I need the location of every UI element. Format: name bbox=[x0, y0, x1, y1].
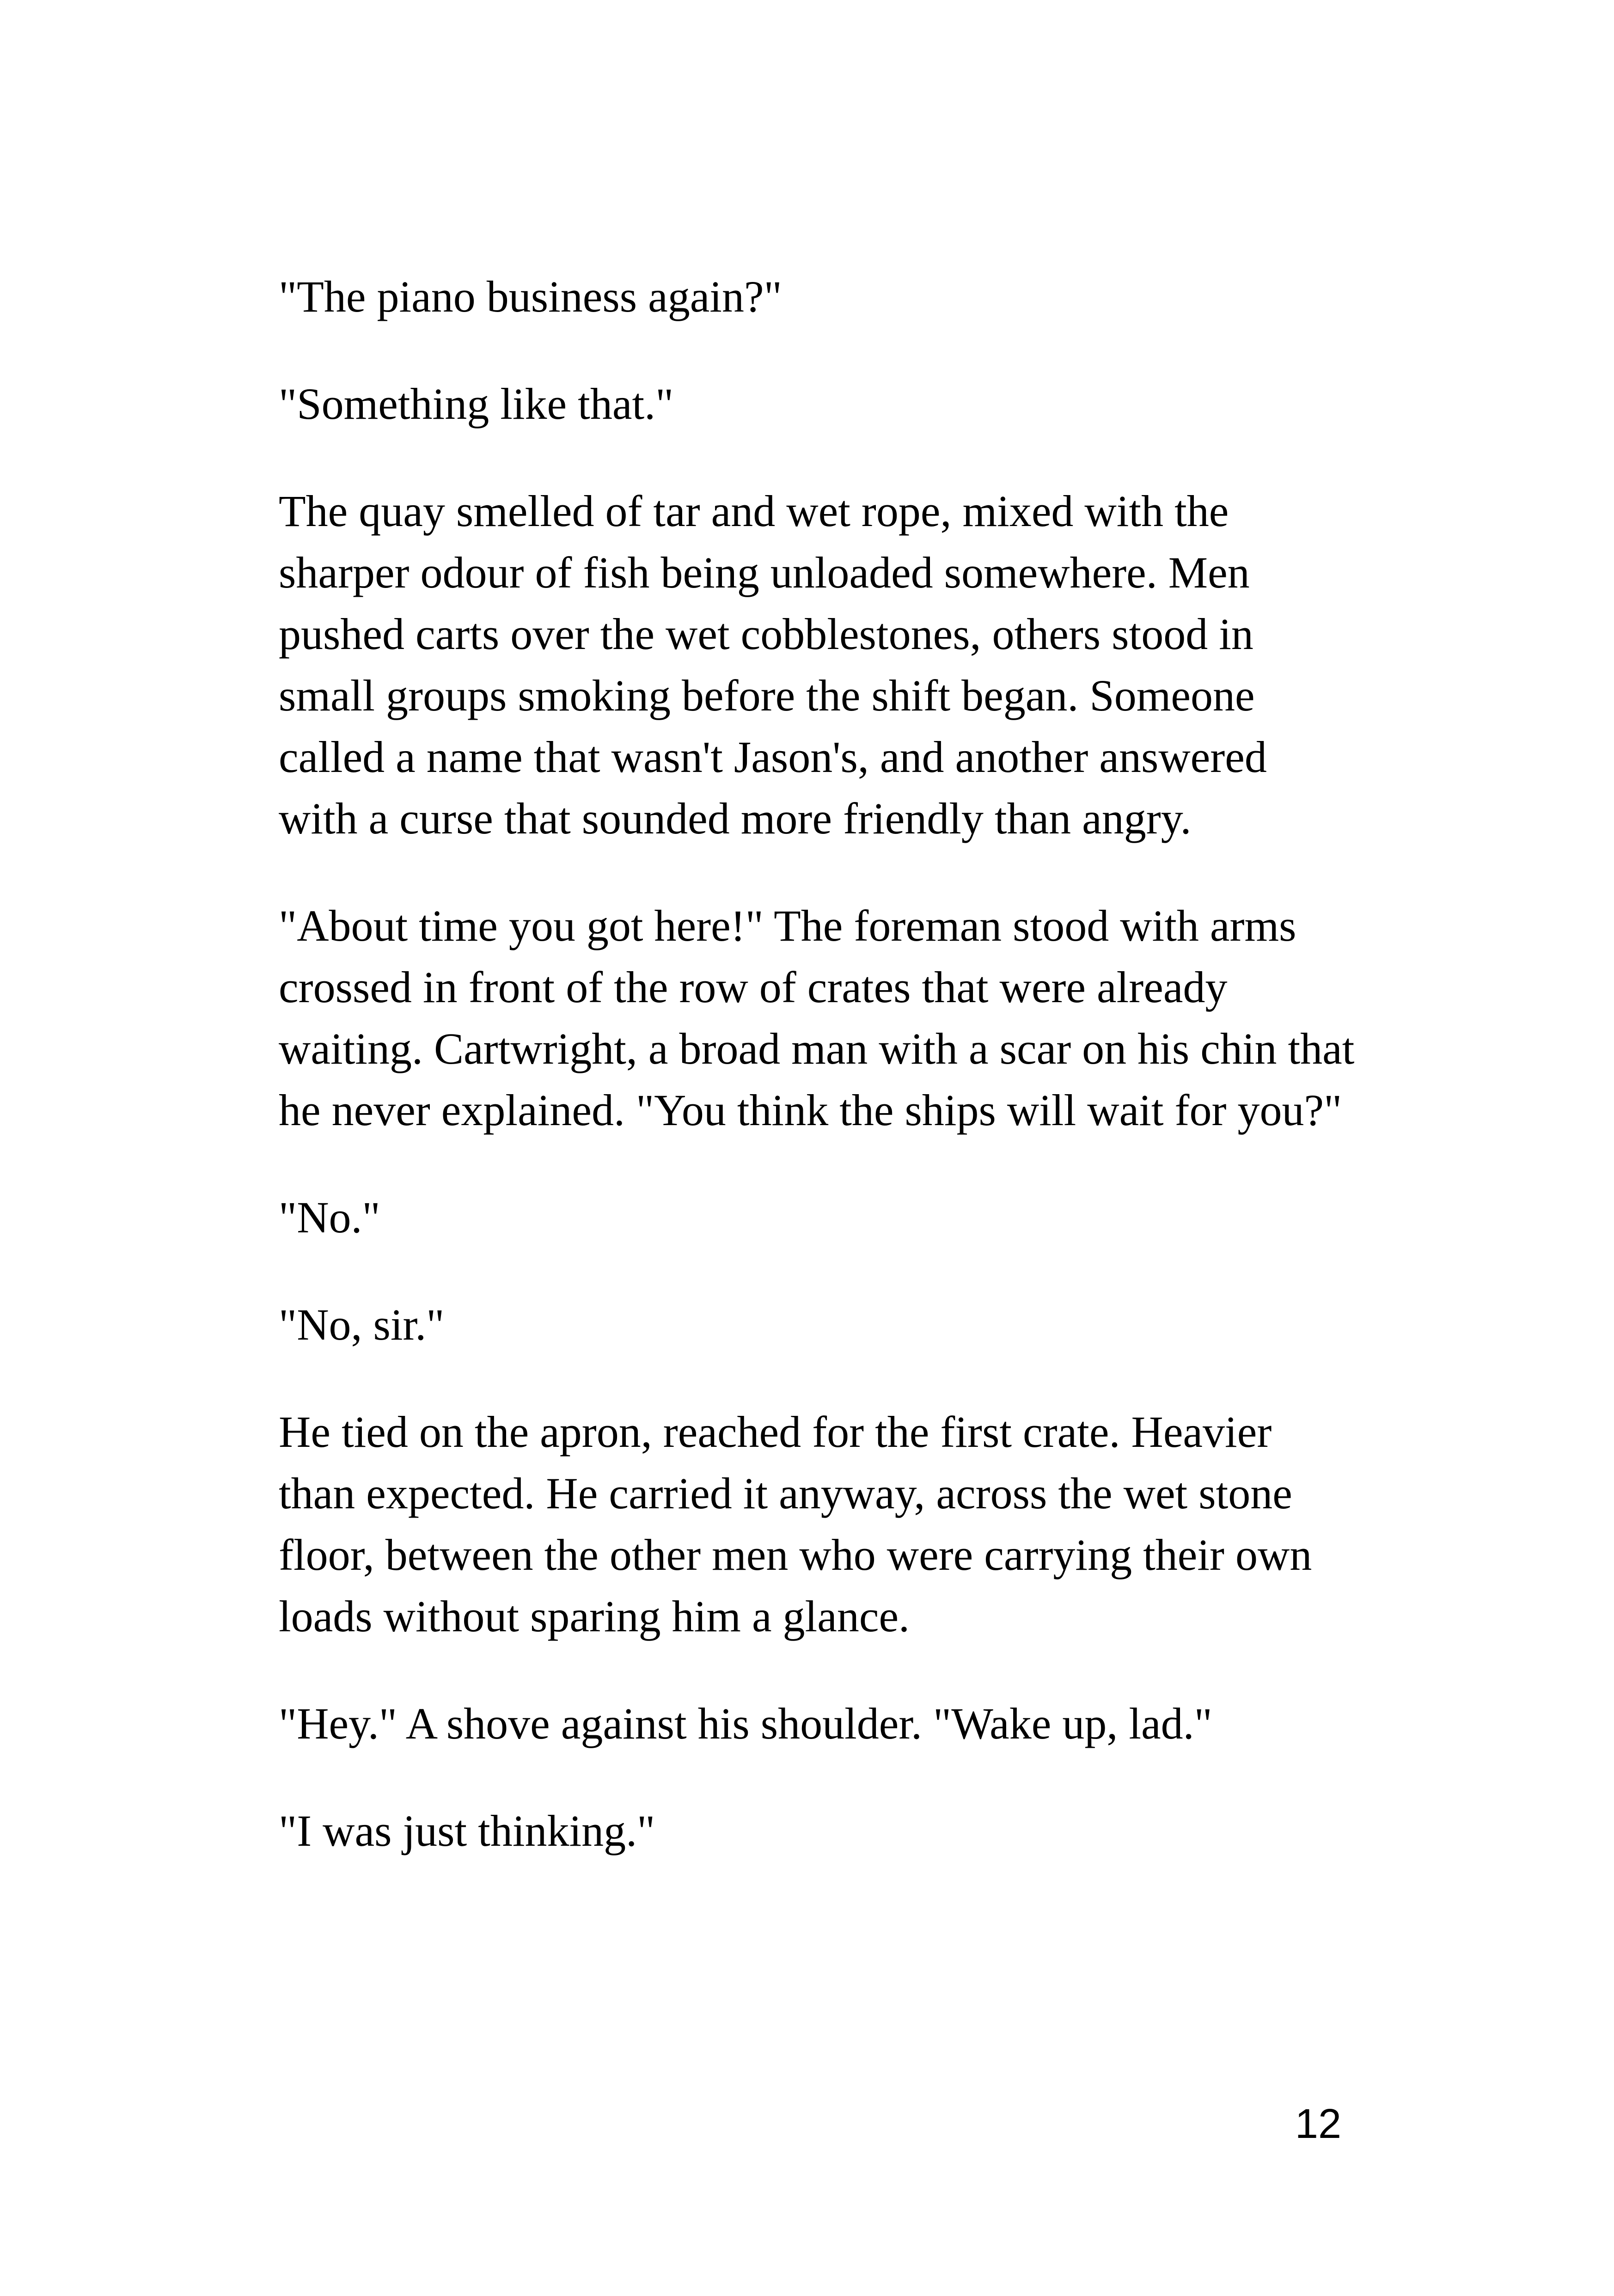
paragraph: He tied on the apron, reached for the first crate. Heavier than expected. He carried it anyway, across the wet stone floor, between the other men who were carrying their own loads without sparing him a glance. bbox=[279, 1407, 1312, 1641]
page-number: 12 bbox=[1295, 2101, 1341, 2147]
paragraph: "Hey." A shove against his shoulder. "Wake up, lad." bbox=[279, 1699, 1212, 1748]
paragraph: "No, sir." bbox=[279, 1300, 445, 1349]
paragraph: "Something like that." bbox=[279, 379, 674, 429]
paragraph: "About time you got here!" The foreman stood with arms crossed in front of the row of crates that were already waiting. Cartwright, a broad man with a scar on his chin that he never explained. "You think the ships will wait for you?" bbox=[279, 901, 1355, 1135]
paragraph: The quay smelled of tar and wet rope, mixed with the sharper odour of fish being unloaded somewhere. Men pushed carts over the wet cobblestones, others stood in small groups smoking before the shift began. Someone called a name that wasn't Jason's, and another answered with a curse that sounded more friendly than angry. bbox=[279, 486, 1267, 843]
paragraph: "I was just thinking." bbox=[279, 1806, 655, 1855]
body-text bbox=[279, 266, 1356, 1907]
paragraph: "No." bbox=[279, 1193, 380, 1242]
paragraph: "The piano business again?" bbox=[279, 272, 782, 321]
